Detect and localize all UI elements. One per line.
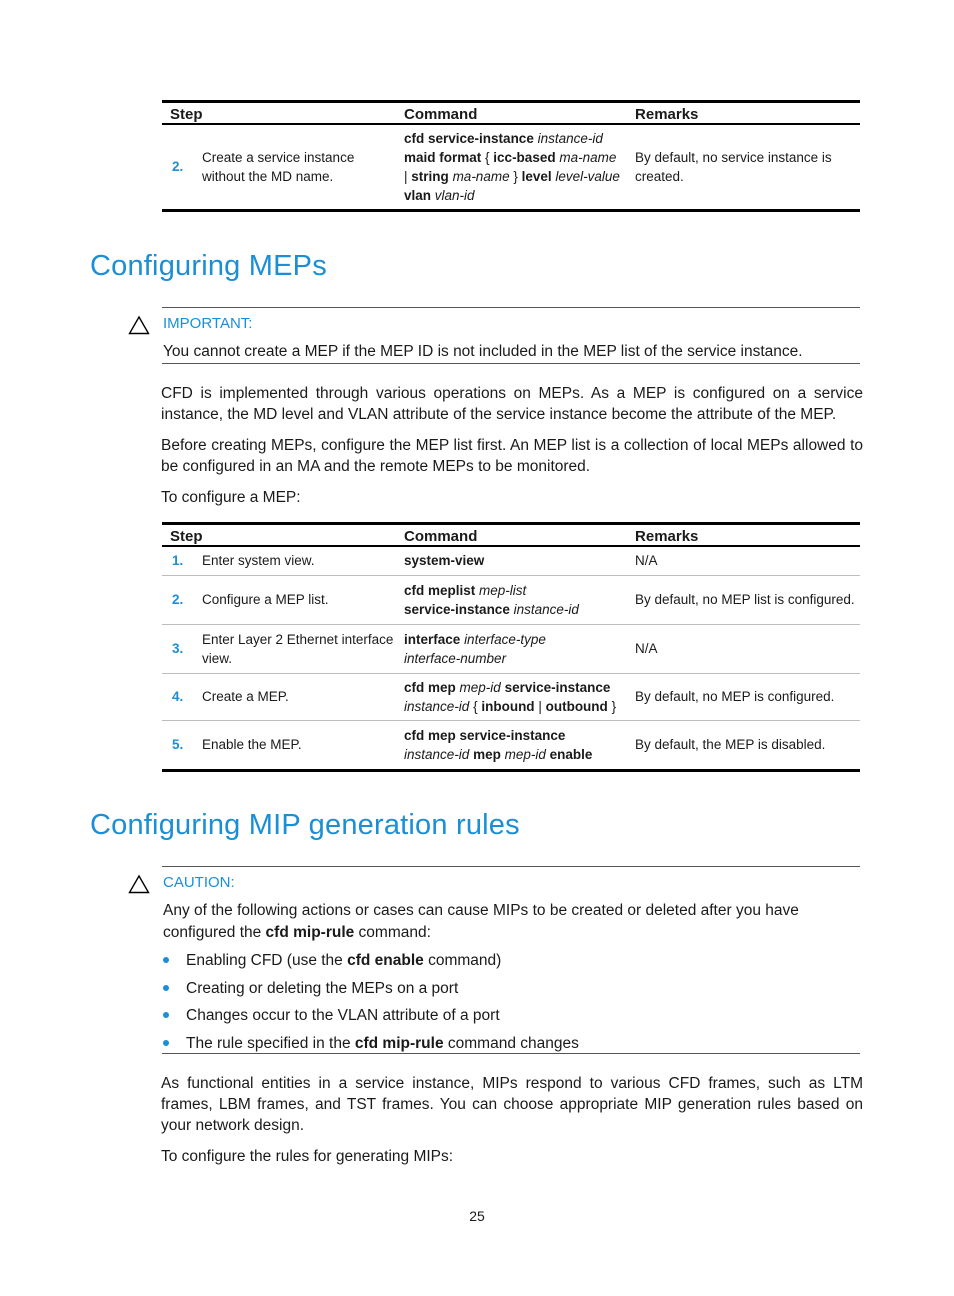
table-row (162, 624, 860, 673)
inline-text: { (481, 149, 494, 165)
step-remarks: By default, the MEP is disabled. (635, 737, 826, 752)
step-remarks: N/A (635, 553, 658, 569)
command-argument: mep-id (504, 746, 546, 762)
header-remarks: Remarks (635, 106, 699, 123)
command-keyword: cfd meplist (404, 582, 476, 598)
warning-triangle-icon (128, 315, 150, 335)
command-line (404, 678, 627, 697)
meps-paragraph-1: CFD is implemented through various operations on MEPs. As a MEP is configured on a service instance, the MD level and VLAN attribute of the service instance become the attribute of the MEP. (161, 385, 863, 423)
header-remarks: Remarks (635, 528, 699, 545)
page-number: 25 (469, 1208, 485, 1224)
header-command: Command (404, 106, 478, 123)
header-step: Step (170, 528, 203, 545)
table-row (162, 720, 860, 770)
list-item-text (186, 1033, 579, 1054)
command-argument: level-value (555, 168, 620, 184)
command-argument: instance-id (537, 130, 603, 146)
section-title-mip-rules: Configuring MIP generation rules (90, 809, 520, 841)
inline-text: { (469, 698, 482, 714)
command-keyword: cfd mip-rule (354, 1035, 444, 1052)
list-item-text (186, 1005, 500, 1026)
command-keyword: outbound (545, 698, 608, 714)
step-command (394, 124, 627, 210)
bullet-dot-icon (163, 985, 169, 991)
table-row (162, 673, 860, 720)
mip-paragraph-2: To configure the rules for generating MIPs: (161, 1148, 454, 1165)
command-keyword: level (521, 168, 552, 184)
inline-text: The rule specified in the (186, 1035, 355, 1052)
step-remarks: By default, no service instance is created. (635, 149, 832, 184)
step-command (394, 720, 627, 770)
step-number: 4. (172, 689, 184, 704)
command-keyword: vlan (404, 187, 432, 203)
command-keyword: cfd mep service-instance (404, 727, 566, 743)
step-description: Enable the MEP. (202, 737, 302, 752)
command-argument: instance-id (404, 746, 470, 762)
bullet-dot-icon (163, 957, 169, 963)
command-line (404, 745, 627, 764)
command-keyword: service-instance (504, 679, 611, 695)
meps-paragraph-3: To configure a MEP: (161, 489, 301, 506)
command-line (404, 186, 627, 205)
step-number: 2. (172, 159, 184, 175)
command-keyword: cfd service-instance (404, 130, 534, 146)
step-number: 1. (172, 553, 184, 569)
command-keyword: maid format (404, 149, 482, 165)
command-keyword: cfd mep (404, 679, 456, 695)
command-argument: interface-number (404, 650, 507, 666)
caution-top-rule (162, 866, 860, 867)
command-line (404, 630, 627, 649)
table-row (162, 124, 860, 210)
step-description: Create a service instance without the MD name. (202, 149, 355, 184)
table-row (162, 575, 860, 624)
header-command: Command (404, 528, 478, 545)
list-item-text (186, 950, 501, 971)
inline-text: | (534, 698, 546, 714)
section-title-meps: Configuring MEPs (90, 250, 327, 282)
step-description: Configure a MEP list. (202, 592, 329, 607)
step-command (394, 546, 627, 575)
command-keyword: enable (549, 746, 593, 762)
bullet-dot-icon (163, 1040, 169, 1046)
inline-text: command: (354, 924, 431, 941)
command-line (404, 697, 627, 716)
table-header-row (162, 102, 860, 125)
command-argument: ma-name (452, 168, 510, 184)
header-step: Step (170, 106, 203, 123)
step-command (394, 624, 627, 673)
inline-text: command) (423, 952, 502, 969)
command-argument: ma-name (559, 149, 617, 165)
command-line (404, 551, 627, 570)
inline-text: command changes (443, 1035, 579, 1052)
step-number: 3. (172, 641, 184, 656)
command-line (404, 581, 627, 600)
warning-triangle-icon (128, 874, 150, 894)
command-keyword: string (411, 168, 449, 184)
service-instance-table (162, 100, 860, 212)
command-keyword: icc-based (493, 149, 556, 165)
step-description: Enter system view. (202, 553, 315, 569)
important-label: IMPORTANT: (163, 315, 253, 332)
step-remarks: N/A (635, 641, 658, 656)
command-argument: vlan-id (434, 187, 475, 203)
command-argument: interface-type (464, 631, 546, 647)
bullet-dot-icon (163, 1012, 169, 1018)
command-keyword: cfd enable (347, 952, 424, 969)
inline-text: Creating or deleting the MEPs on a port (186, 980, 459, 997)
inline-text: Enabling CFD (use the (186, 952, 348, 969)
table-header-row (162, 524, 860, 547)
inline-text: } (509, 168, 522, 184)
step-description: Create a MEP. (202, 689, 289, 704)
step-description: Enter Layer 2 Ethernet interface view. (202, 631, 394, 666)
note-top-rule (162, 307, 860, 308)
caution-note-text (163, 900, 863, 944)
caution-label: CAUTION: (163, 874, 235, 891)
step-number: 5. (172, 737, 184, 752)
inline-text: } (607, 698, 617, 714)
step-remarks: By default, no MEP list is configured. (635, 592, 855, 607)
step-number: 2. (172, 592, 184, 607)
command-line (404, 148, 627, 167)
step-remarks: By default, no MEP is configured. (635, 689, 835, 704)
command-line (404, 129, 627, 148)
command-keyword: service-instance (404, 601, 510, 617)
command-keyword: interface (404, 631, 461, 647)
command-line (404, 726, 627, 745)
command-keyword: system-view (404, 553, 485, 569)
command-keyword: cfd mip-rule (265, 924, 355, 941)
caution-bottom-rule (162, 1053, 860, 1054)
list-item-text (186, 978, 458, 999)
inline-text: Any of the following actions or cases can cause MIPs to be created or deleted after you have configured the (163, 902, 799, 941)
important-note-text: You cannot create a MEP if the MEP ID is not included in the MEP list of the service instance. (163, 343, 803, 360)
note-bottom-rule (162, 363, 860, 364)
table-row (162, 546, 860, 575)
step-command (394, 673, 627, 720)
mip-paragraph-1: As functional entities in a service instance, MIPs respond to various CFD frames, such as LTM frames, LBM frames, and TST frames. You can choose appropriate MIP generation rules based on your network design. (161, 1075, 863, 1134)
command-line (404, 167, 627, 186)
meps-paragraph-2: Before creating MEPs, configure the MEP list first. An MEP list is a collection of local MEPs allowed to be configured in an MA and the remote MEPs to be monitored. (161, 437, 863, 475)
mep-configuration-table (162, 522, 860, 772)
command-keyword: inbound (481, 698, 535, 714)
inline-text: Changes occur to the VLAN attribute of a port (186, 1007, 500, 1024)
command-line (404, 600, 627, 619)
inline-text: | (404, 168, 412, 184)
command-argument: mep-id (459, 679, 501, 695)
command-keyword: mep (473, 746, 501, 762)
step-command (394, 575, 627, 624)
command-argument: instance-id (404, 698, 470, 714)
command-argument: instance-id (513, 601, 579, 617)
command-line (404, 649, 627, 668)
command-argument: mep-list (479, 582, 527, 598)
